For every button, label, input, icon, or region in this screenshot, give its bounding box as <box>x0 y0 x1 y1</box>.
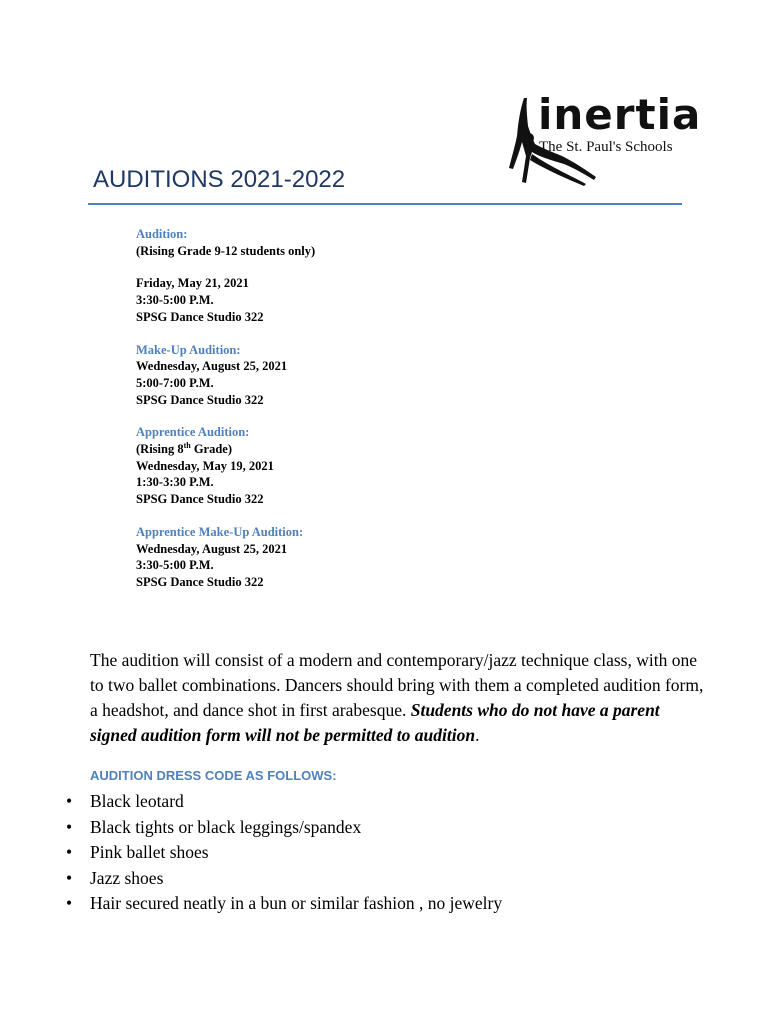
list-item: • Jazz shoes <box>66 866 502 892</box>
apprentice-makeup-audition-block <box>136 524 536 591</box>
makeup-audition-heading: Make-Up Audition: <box>136 342 241 357</box>
apprentice-makeup-date: Wednesday, August 25, 2021 <box>136 541 288 556</box>
apprentice-audition-time: 1:30-3:30 P.M. <box>136 475 214 490</box>
audition-description: The audition will consist of a modern and contemporary/jazz technique class, with one to two ballet combinations. Dancers should bring with them a completed audition form, a headshot, and dance shot in first arabesque. Students who do not have a parent signed audition form will not be permitted to audition. <box>90 649 704 745</box>
audition-note: (Rising Grade 9-12 students only) <box>136 243 316 258</box>
apprentice-makeup-time: 3:30-5:00 P.M. <box>136 558 214 573</box>
parent-form-warning: Students who do not have a parent signed audition form will not be permitted to audition <box>90 699 660 745</box>
logo-school-name: The St. Paul's Schools <box>539 139 673 155</box>
apprentice-audition-date: Wednesday, May 19, 2021 <box>136 458 274 473</box>
list-item: • Black tights or black leggings/spandex <box>66 815 502 841</box>
apprentice-audition-block <box>136 424 536 508</box>
dress-code-heading: AUDITION DRESS CODE AS FOLLOWS: <box>90 768 337 783</box>
title-divider <box>88 203 682 205</box>
bullet-icon: • <box>66 842 73 862</box>
description-text: The audition will consist of a modern and contemporary/jazz technique class, with one to two ballet combinations. Dancers should bring with them a completed audition form, a headshot, and dance shot in first arabesque. <box>90 649 704 720</box>
audition-date: Friday, May 21, 2021 <box>136 276 249 291</box>
apprentice-audition-heading: Apprentice Audition: <box>136 425 250 440</box>
list-item: • Hair secured neatly in a bun or similar fashion , no jewelry <box>66 891 502 917</box>
list-item: • Black leotard <box>66 789 502 815</box>
apprentice-makeup-place: SPSG Dance Studio 322 <box>136 574 264 589</box>
audition-heading: Audition: <box>136 227 188 241</box>
apprentice-audition-place: SPSG Dance Studio 322 <box>136 492 264 507</box>
apprentice-audition-note: (Rising 8th Grade) <box>136 440 233 457</box>
audition-place: SPSG Dance Studio 322 <box>136 309 264 324</box>
makeup-audition-time: 5:00-7:00 P.M. <box>136 375 214 390</box>
makeup-audition-date: Wednesday, August 25, 2021 <box>136 359 288 374</box>
page-title: AUDITIONS 2021-2022 <box>93 166 346 193</box>
logo-wordmark: inertia <box>538 90 702 139</box>
list-item: • Pink ballet shoes <box>66 840 502 866</box>
apprentice-makeup-heading: Apprentice Make-Up Audition: <box>136 524 304 539</box>
bullet-icon: • <box>66 893 73 913</box>
audition-block <box>136 226 536 326</box>
audition-time: 3:30-5:00 P.M. <box>136 293 214 308</box>
inertia-logo <box>502 90 702 194</box>
bullet-icon: • <box>66 791 73 811</box>
dress-code-list <box>66 789 502 917</box>
audition-schedule <box>136 226 536 591</box>
bullet-icon: • <box>66 816 73 837</box>
makeup-audition-block <box>136 342 536 409</box>
bullet-icon: • <box>66 867 73 888</box>
makeup-audition-place: SPSG Dance Studio 322 <box>136 392 264 407</box>
